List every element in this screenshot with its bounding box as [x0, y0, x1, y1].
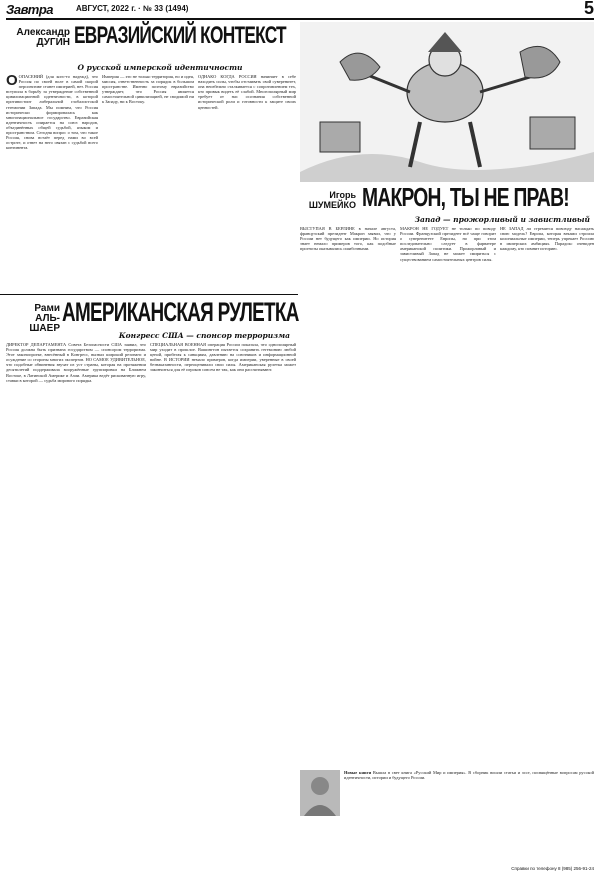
article1-author: [6, 28, 70, 48]
author-last-name: АЛЬ-ШАЕР: [29, 313, 60, 334]
article1-header: [6, 22, 296, 60]
newspaper-logo: Завтра: [6, 2, 53, 17]
article1-column-1: [6, 74, 98, 292]
article3-text-3: СПЕЦИАЛЬНАЯ ВОЕННАЯ операция России показала, что однополярный мир уходит в прошлое. Вашингтон пытается сохранить гегемонию любой ценой, прибегая к санкциям, давлению на союзников и информационной войне.: [150, 342, 296, 363]
article1-text-3: ОДНАКО КОГДА РОССИЯ начинает в себе находить силы, чтобы отстаивать свой суверенитет, она неизбежно сталкивается с сопротивлением тех, кто привык видеть её слабой. Многополярный мир требует от нас осознания собственной исторической роли и готовности к защите своих ценностей.: [198, 74, 296, 110]
article3-column-2: [150, 342, 296, 870]
article1-text-2: Империя — это не только территория, но и идея, миссия, ответственность за порядок в большом пространстве. Именно поэтому евразийство утверждает, что Россия является самостоятельной цивилизацией, не сводимой ни к Западу, ни к Востоку.: [102, 74, 194, 105]
article2-text-2: НЕ ЗАПАД ли стремится повсюду насаждать свою модель? Европа, которая веками строила колониальные империи, теперь упрекает Россию в имперских амбициях. Парадокс очевиден каждому, кто помнит историю.: [500, 226, 594, 252]
article3-text-2: НО САМОЕ УДИВИТЕЛЬНОЕ, что подобные обвинения звучат из уст страны, которая на протяжении десятилетий поддерживала вооружённые группировки на Ближнем Востоке, в Латинской Америке и Азии. Америка ведёт рискованную игру, ставки в которой — судьба мирового порядка.: [6, 357, 146, 383]
portrait-icon: [300, 770, 340, 816]
divider: [0, 294, 298, 295]
article3-text-4: В ИСТОРИИ немало примеров, когда империи, уверенные в своей безнаказанности, переоценивали свои силы. Американская рулетка может закончиться для её игроков совсем не так, как они рассчитывают.: [150, 357, 296, 373]
article3-column-1: [6, 342, 146, 870]
article3-subheadline: Конгресс США — спонсор терроризма: [118, 331, 290, 340]
drop-cap: О: [6, 74, 18, 89]
masthead: [6, 0, 594, 20]
author-last-name: ДУГИН: [36, 37, 70, 48]
article1-text-1: Мы помним, что Россия исторически формировалась как многонациональное государство. Евразийская идентичность опирается на союз народов, объединённых общей судьбой, языком и пространством. Сегодня вопрос о том, что такое Россия, снова встаёт перед нами во всей остроте, и ответ на него связан с судьбой всего континента.: [6, 104, 98, 151]
author-last-name: ШУМЕЙКО: [308, 200, 356, 210]
article2-subheadline: Запад — прожорливый и завистливый: [414, 215, 590, 224]
article1-headline: ЕВРАЗИЙСКИЙ КОНТЕКСТ: [74, 22, 286, 49]
article3-headline: АМЕРИКАНСКАЯ РУЛЕТКА: [62, 297, 299, 327]
article2-headline: МАКРОН, ТЫ НЕ ПРАВ!: [362, 182, 569, 212]
page-number: 5: [583, 0, 594, 18]
article2-column-2: [400, 226, 496, 516]
article1-subheadline: О русской имперской идентичности: [77, 63, 243, 72]
article1-column-3: [198, 74, 296, 292]
author-first-name: Рами: [34, 303, 60, 314]
cartoon-illustration: [300, 22, 594, 182]
footer-box-text: Вышла в свет книга «Русский Мир и империя». В сборник вошли статьи и эссе, посвящённые вопросам русской идентичности, истории и будущего России.: [344, 770, 594, 781]
footer-contact: Справки по телефону 8 (985) 256-91-24: [511, 866, 594, 871]
footer-box: [344, 770, 594, 860]
article3-author: [6, 304, 60, 334]
portrait-photo: [300, 770, 340, 816]
footer-box-title: Новые книги: [344, 770, 372, 775]
article1-column-2: [102, 74, 194, 292]
article2-text-1: ВЫСТУПАЯ В БЕРЛИНЕ в начале августа, французский президент Макрон заявил, что у России нет будущего как империи. Но история знает немало примеров того, как подобные прогнозы оказывались ошибочными.: [300, 226, 396, 252]
article2-column-1: [300, 226, 396, 546]
author-first-name: Игорь: [329, 190, 356, 200]
article2-column-3: [500, 226, 594, 576]
author-first-name: Александр: [16, 27, 70, 38]
article2-text-3: МАКРОН НЕ ГОДУЕТ не только по поводу России. Французский президент всё чаще говорит о суверенитете Европы, но при этом последовательно следует в фарватере американской политики. Прожорливый и завистливый Запад не может смириться с существованием самостоятельных центров силы.: [400, 226, 496, 262]
cartoon-drawing: [300, 22, 594, 182]
article2-author: [300, 190, 356, 210]
article1-lead: ОПАСЕНИЙ (для кого-то надежд), что Россия по своей воле в самой скорой перспективе станет империей, нет. Россия вступила в борьбу за утверждение собственной цивилизационной идентичности, в которой противостоит либеральной глобалистской гегемонии Запада.: [6, 74, 98, 110]
article3-text-1: ДИРЕКТОР ДЕПАРТАМЕНТА Совета Безопасности США заявил, что Россия должна быть признана государством — спонсором терроризма. Этот законопроект, внесённый в Конгресс, вызвал широкий резонанс и осуждение со стороны многих экспертов.: [6, 342, 146, 363]
issue-line: АВГУСТ, 2022 г. · № 33 (1494): [76, 4, 189, 13]
